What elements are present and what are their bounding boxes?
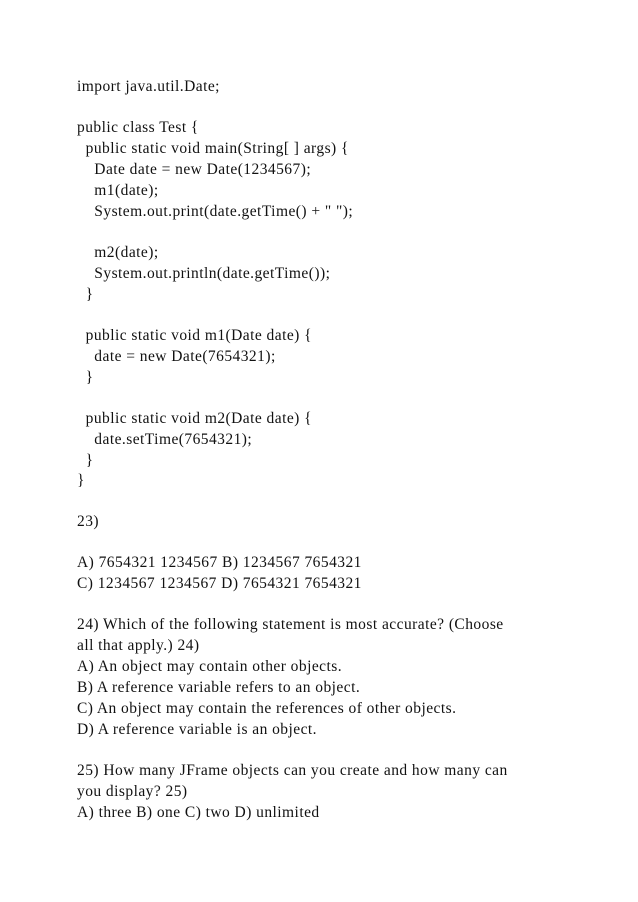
- question-24-option: B) A reference variable refers to an object.: [77, 679, 361, 696]
- question-25-text: you display? 25): [77, 783, 188, 800]
- question-24-option: D) A reference variable is an object.: [77, 721, 317, 738]
- code-line: date.setTime(7654321);: [77, 431, 253, 448]
- code-line: System.out.println(date.getTime());: [77, 265, 331, 282]
- code-line: }: [77, 286, 94, 303]
- question-24-option: C) An object may contain the references of other objects.: [77, 700, 457, 717]
- code-line: m1(date);: [77, 182, 159, 199]
- question-25-options: A) three B) one C) two D) unlimited: [77, 804, 320, 821]
- code-line: }: [77, 369, 94, 386]
- code-line: m2(date);: [77, 244, 159, 261]
- code-line: public class Test {: [77, 119, 199, 136]
- code-line: }: [77, 452, 94, 469]
- question-23-options: C) 1234567 1234567 D) 7654321 7654321: [77, 575, 362, 592]
- question-24-option: A) An object may contain other objects.: [77, 658, 343, 675]
- code-line: public static void m2(Date date) {: [77, 410, 312, 427]
- code-line: public static void m1(Date date) {: [77, 327, 312, 344]
- question-25-text: 25) How many JFrame objects can you create and how many can: [77, 762, 508, 779]
- code-line: public static void main(String[ ] args) {: [77, 140, 349, 157]
- question-24-text: 24) Which of the following statement is most accurate? (Choose: [77, 616, 504, 633]
- question-23-options: A) 7654321 1234567 B) 1234567 7654321: [77, 554, 362, 571]
- code-line: import java.util.Date;: [77, 78, 220, 95]
- code-line: date = new Date(7654321);: [77, 348, 276, 365]
- code-line: Date date = new Date(1234567);: [77, 161, 312, 178]
- question-24-text: all that apply.) 24): [77, 637, 200, 654]
- question-23-number: 23): [77, 513, 100, 530]
- code-line: System.out.print(date.getTime() + " ");: [77, 203, 354, 220]
- code-line: }: [77, 472, 85, 489]
